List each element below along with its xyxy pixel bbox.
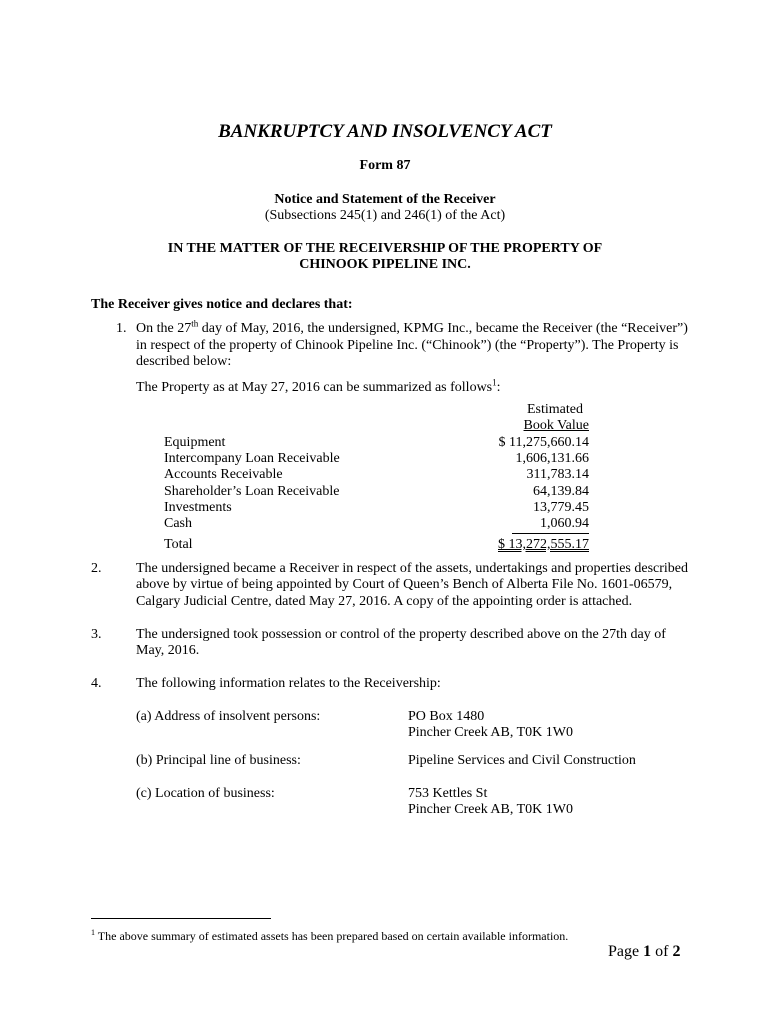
property-summary-intro: The Property as at May 27, 2016 can be summarized as follows$^1$: [136,377,501,395]
business-location-line-2: Pincher Creek AB, T0K 1W0 [408,802,573,817]
item-3-line-1: The undersigned took possession or control of the property described above on the 27th day of [136,627,666,642]
item-2-line-1: The undersigned became a Receiver in respect of the assets, undertakings and properties described [136,561,689,576]
item-1-line-3: described below: [136,354,232,369]
table-row-label: Equipment [164,435,226,450]
table-row-value: 1,060.94 [540,516,589,531]
table-header-estimated: Estimated [527,402,583,417]
table-row-value: 311,783.14 [526,467,589,482]
item-2-number: 2. [91,561,102,576]
footnote-separator [91,918,271,919]
business-location-line-1: 753 Kettles St [408,786,488,801]
table-row-label: Shareholder’s Loan Receivable [164,484,340,499]
table-row-label: Cash [164,516,192,531]
table-total-label: Total [164,537,193,552]
footnote: $^1$ The above summary of estimated assets has been prepared based on certain available information. [91,928,569,943]
table-row-label: Intercompany Loan Receivable [164,451,340,466]
matter-line-2: CHINOOK PIPELINE INC. [299,257,471,272]
item-1-number: 1. [116,321,127,336]
table-row-value: 64,139.84 [533,484,589,499]
matter-line-1: IN THE MATTER OF THE RECEIVERSHIP OF THE PROPERTY OF [167,241,603,256]
act-title: BANKRUPTCY AND INSOLVENCY ACT [218,121,552,142]
table-row-value: 1,606,131.66 [515,451,589,466]
insolvent-address-line-1: PO Box 1480 [408,709,485,724]
item-4-number: 4. [91,676,102,691]
business-location-label: (c) Location of business: [136,786,275,801]
table-row-label: Investments [164,500,232,515]
item-3-line-2: May, 2016. [136,643,200,658]
table-row-value: 13,779.45 [533,500,589,515]
subtotal-rule [512,533,589,534]
item-3-number: 3. [91,627,102,642]
item-2-line-2: above by virtue of being appointed by Court of Queen’s Bench of Alberta File No. 1601-06579, [136,577,673,592]
insolvent-address-line-2: Pincher Creek AB, T0K 1W0 [408,725,573,740]
business-line-value: Pipeline Services and Civil Construction [408,753,636,768]
form-number: Form 87 [359,158,411,173]
table-total-value: $ 13,272,555.17 [498,537,589,552]
item-1-line-1: On the 27th day of May, 2016, the undersigned, KPMG Inc., became the Receiver (the “Receiver”) [136,318,688,336]
business-line-label: (b) Principal line of business: [136,753,301,768]
intro-declaration: The Receiver gives notice and declares that: [91,297,353,312]
notice-title: Notice and Statement of the Receiver [274,192,496,207]
item-2-line-3: Calgary Judicial Centre, dated May 27, 2016. A copy of the appointing order is attached. [136,594,633,609]
subsections-reference: (Subsections 245(1) and 246(1) of the Act) [264,208,506,223]
insolvent-address-label: (a) Address of insolvent persons: [136,709,321,724]
table-row-label: Accounts Receivable [164,467,283,482]
page-number: Page 1 of 2 [608,943,681,960]
item-4-line-1: The following information relates to the Receivership: [136,676,441,691]
item-1-line-2: in respect of the property of Chinook Pipeline Inc. (“Chinook”) (the “Property”). The Property is [136,338,679,353]
table-row-value: $ 11,275,660.14 [498,435,589,450]
table-header-book-value: Book Value [523,418,589,433]
